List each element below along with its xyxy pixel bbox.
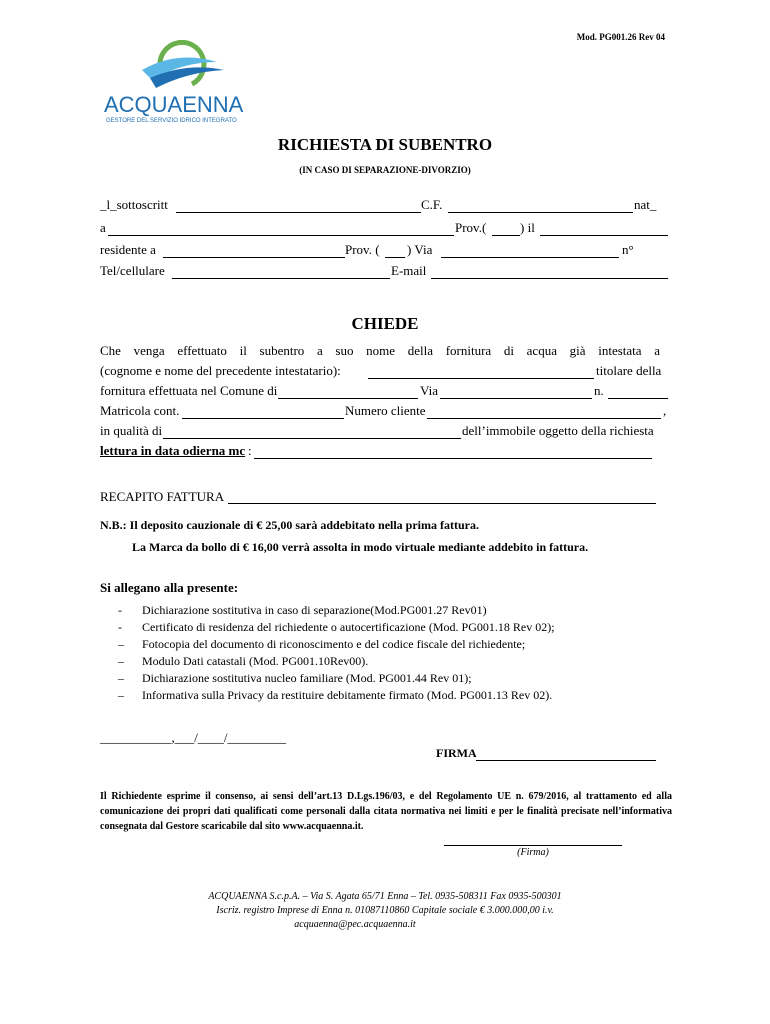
lettura-label: lettura in data odierna mc xyxy=(100,443,246,458)
field-via[interactable] xyxy=(441,257,619,258)
label-prov-res: Prov. ( xyxy=(345,242,380,257)
chiede-line1: Che venga effettuato il subentro a suo nome della fornitura di acqua già intestata a xyxy=(100,343,660,358)
field-recapito[interactable] xyxy=(228,503,656,504)
note-deposito: N.B.: Il deposito cauzionale di € 25,00 sarà addebitato nella prima fattura. xyxy=(100,518,480,532)
lettura-colon: : xyxy=(248,443,252,458)
bullet: – xyxy=(118,688,124,702)
field-firma[interactable] xyxy=(476,760,656,761)
chiede-line4-comma: , xyxy=(663,403,667,418)
page-title: RICHIESTA DI SUBENTRO xyxy=(277,135,493,154)
label-sottoscritto: _l_sottoscritt xyxy=(100,197,168,212)
footer-pec: acquaenna@pec.acquaenna.it xyxy=(294,919,416,930)
chiede-line3-via: Via xyxy=(420,383,438,398)
logo-tagline: GESTORE DEL SERVIZIO IDRICO INTEGRATO xyxy=(106,118,237,124)
field-numero-cliente[interactable] xyxy=(427,418,661,419)
field-tel[interactable] xyxy=(172,278,390,279)
field-data-luogo[interactable]: ___________,___/____/_________ xyxy=(100,730,286,745)
chiede-line5-suffix: dell’immobile oggetto della richiesta xyxy=(462,423,654,438)
chiede-line5-label: in qualità di xyxy=(100,423,163,438)
consent-text: Il Richiedente esprime il consenso, ai sensi dell’art.13 D.Lgs.196/03, e del Regolamento UE n. 679/2016, al trattamento ed alla comunicazione dei propri dati qualificati come personali dalla citata normativa nei limiti e per le finalità precisate nell’informativa consegnata dal Gestore scaricabile dal sito www.acquaenna.it. xyxy=(100,791,672,832)
field-matricola[interactable] xyxy=(182,418,344,419)
label-email: E-mail xyxy=(391,263,427,278)
bullet: – xyxy=(118,637,124,651)
allegato-text: Dichiarazione sostitutiva in caso di separazione(Mod.PG001.27 Rev01) xyxy=(142,603,487,617)
acquaenna-logo xyxy=(104,40,269,130)
allegato-text: Fotocopia del documento di riconoscimento e del codice fiscale del richiedente; xyxy=(142,637,526,651)
allegato-text: Certificato di residenza del richiedente o autocertificazione (Mod. PG001.18 Rev 02); xyxy=(142,620,555,634)
field-lettura[interactable] xyxy=(254,458,652,459)
field-residenza[interactable] xyxy=(163,257,345,258)
field-cf[interactable] xyxy=(448,212,633,213)
chiede-line2-suffix: titolare della xyxy=(596,363,662,378)
chiede-line4-label: Matricola cont. xyxy=(100,403,180,418)
field-n-fornitura[interactable] xyxy=(608,398,668,399)
field-email[interactable] xyxy=(431,278,668,279)
field-prov-nascita[interactable] xyxy=(492,235,520,236)
label-nato-a: a xyxy=(100,220,106,235)
label-via: ) Via xyxy=(407,242,433,257)
field-luogo-nascita[interactable] xyxy=(108,235,454,236)
label-residente: residente a xyxy=(100,242,156,257)
logo-wave-icon xyxy=(132,40,252,92)
label-numero: n° xyxy=(622,242,634,257)
field-prov-res[interactable] xyxy=(385,257,405,258)
field-data-nascita[interactable] xyxy=(540,235,668,236)
firma-label: FIRMA xyxy=(436,746,477,760)
allegato-text: Informativa sulla Privacy da restituire debitamente firmato (Mod. PG001.13 Rev 02). xyxy=(142,688,553,702)
label-tel: Tel/cellulare xyxy=(100,263,165,278)
allegato-text: Dichiarazione sostitutiva nucleo familiare (Mod. PG001.44 Rev 01); xyxy=(142,671,472,685)
bullet: - xyxy=(118,603,122,617)
field-precedente-intestatario[interactable] xyxy=(368,378,594,379)
allegati-heading: Si allegano alla presente: xyxy=(100,580,239,595)
label-il: ) il xyxy=(520,220,535,235)
document-code: Mod. PG001.26 Rev 04 xyxy=(576,32,665,42)
chiede-heading: CHIEDE xyxy=(351,314,419,333)
field-sottoscritto[interactable] xyxy=(176,212,421,213)
label-cf: C.F. xyxy=(421,197,443,212)
bullet: - xyxy=(118,620,122,634)
firma-caption: (Firma) xyxy=(517,847,549,858)
label-prov: Prov.( xyxy=(455,220,487,235)
footer-address: ACQUAENNA S.c.p.A. – Via S. Agata 65/71 Enna – Tel. 0935-508311 Fax 0935-500301 xyxy=(208,891,562,902)
footer-registry: Iscriz. registro Imprese di Enna n. 01087110860 Capitale sociale € 3.000.000,00 i.v. xyxy=(216,905,554,916)
field-via-fornitura[interactable] xyxy=(440,398,592,399)
logo-name: ACQUAENNA xyxy=(104,92,244,117)
chiede-line3-label: fornitura effettuata nel Comune di xyxy=(100,383,278,398)
chiede-line3-n: n. xyxy=(594,383,604,398)
label-nato: nat_ xyxy=(634,197,657,212)
page-subtitle: (IN CASO DI SEPARAZIONE-DIVORZIO) xyxy=(299,165,471,175)
field-qualita[interactable] xyxy=(163,438,461,439)
field-comune[interactable] xyxy=(278,398,418,399)
field-firma-consenso[interactable] xyxy=(444,845,622,846)
chiede-line2-label: (cognome e nome del precedente intestatario): xyxy=(100,363,341,378)
bullet: – xyxy=(118,671,124,685)
allegato-text: Modulo Dati catastali (Mod. PG001.10Rev00). xyxy=(142,654,369,668)
bullet: – xyxy=(118,654,124,668)
chiede-line4-cliente: Numero cliente xyxy=(345,403,426,418)
note-marca-bollo: La Marca da bollo di € 16,00 verrà assolta in modo virtuale mediante addebito in fattura. xyxy=(132,540,589,554)
recapito-label: RECAPITO FATTURA xyxy=(100,489,225,504)
